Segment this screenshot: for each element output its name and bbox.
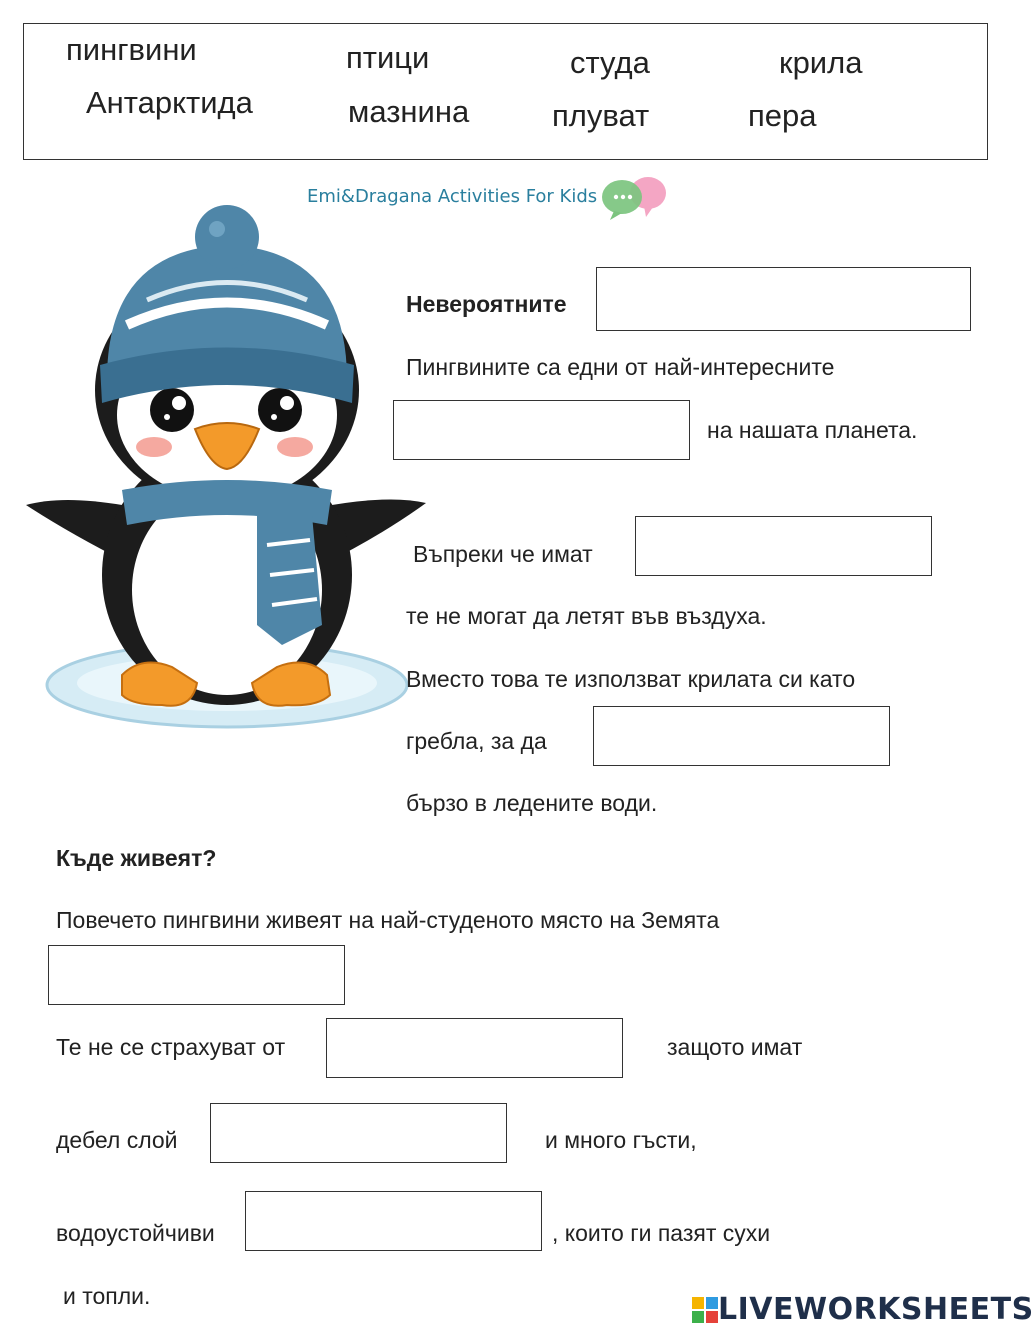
sentence-line: те не могат да летят във въздуха. bbox=[406, 603, 767, 629]
answer-input-6[interactable] bbox=[326, 1018, 623, 1078]
answer-input-7[interactable] bbox=[210, 1103, 507, 1163]
word-bank-item: студа bbox=[570, 45, 650, 80]
sentence-line: Повечето пингвини живеят на най-студеното място на Земята bbox=[56, 907, 720, 933]
answer-input-4[interactable] bbox=[593, 706, 890, 766]
section-title-amazing: Невероятните bbox=[406, 291, 567, 317]
sentence-line: Те не се страхуват от bbox=[56, 1034, 286, 1060]
liveworksheets-logo-icon bbox=[692, 1297, 718, 1323]
answer-input-8[interactable] bbox=[245, 1191, 542, 1251]
sentence-line: на нашата планета. bbox=[707, 417, 918, 443]
word-bank-item: птици bbox=[346, 40, 430, 75]
answer-input-3[interactable] bbox=[635, 516, 932, 576]
word-bank-item: мазнина bbox=[348, 94, 470, 129]
sentence-line: и много гъсти, bbox=[545, 1127, 697, 1153]
sentence-line: Въпреки че имат bbox=[413, 541, 593, 567]
sentence-line: водоустойчиви bbox=[56, 1220, 215, 1246]
answer-input-1[interactable] bbox=[596, 267, 971, 331]
sentence-line: защото имат bbox=[667, 1034, 803, 1060]
penguin-illustration bbox=[22, 205, 432, 755]
liveworksheets-logo[interactable]: LIVEWORKSHEETS bbox=[718, 1292, 1034, 1327]
word-bank-item: крила bbox=[779, 45, 863, 80]
word-bank-item: пера bbox=[748, 98, 817, 133]
section-title-where: Къде живеят? bbox=[56, 845, 217, 871]
word-bank-item: плуват bbox=[552, 98, 650, 133]
activities-brand: Emi&Dragana Activities For Kids bbox=[307, 186, 598, 207]
answer-input-5[interactable] bbox=[48, 945, 345, 1005]
sentence-line: Вместо това те използват крилата си като bbox=[406, 666, 856, 692]
word-bank-item: пингвини bbox=[66, 32, 197, 67]
sentence-line: и топли. bbox=[63, 1283, 151, 1309]
sentence-line: Пингвините са едни от най-интересните bbox=[406, 354, 835, 380]
sentence-line: , които ги пазят сухи bbox=[552, 1220, 771, 1246]
sentence-line: бързо в ледените води. bbox=[406, 790, 658, 816]
answer-input-2[interactable] bbox=[393, 400, 690, 460]
sentence-line: дебел слой bbox=[56, 1127, 178, 1153]
word-bank-item: Антарктида bbox=[86, 85, 253, 120]
speech-bubbles-icon bbox=[596, 173, 672, 221]
sentence-line: гребла, за да bbox=[406, 728, 547, 754]
